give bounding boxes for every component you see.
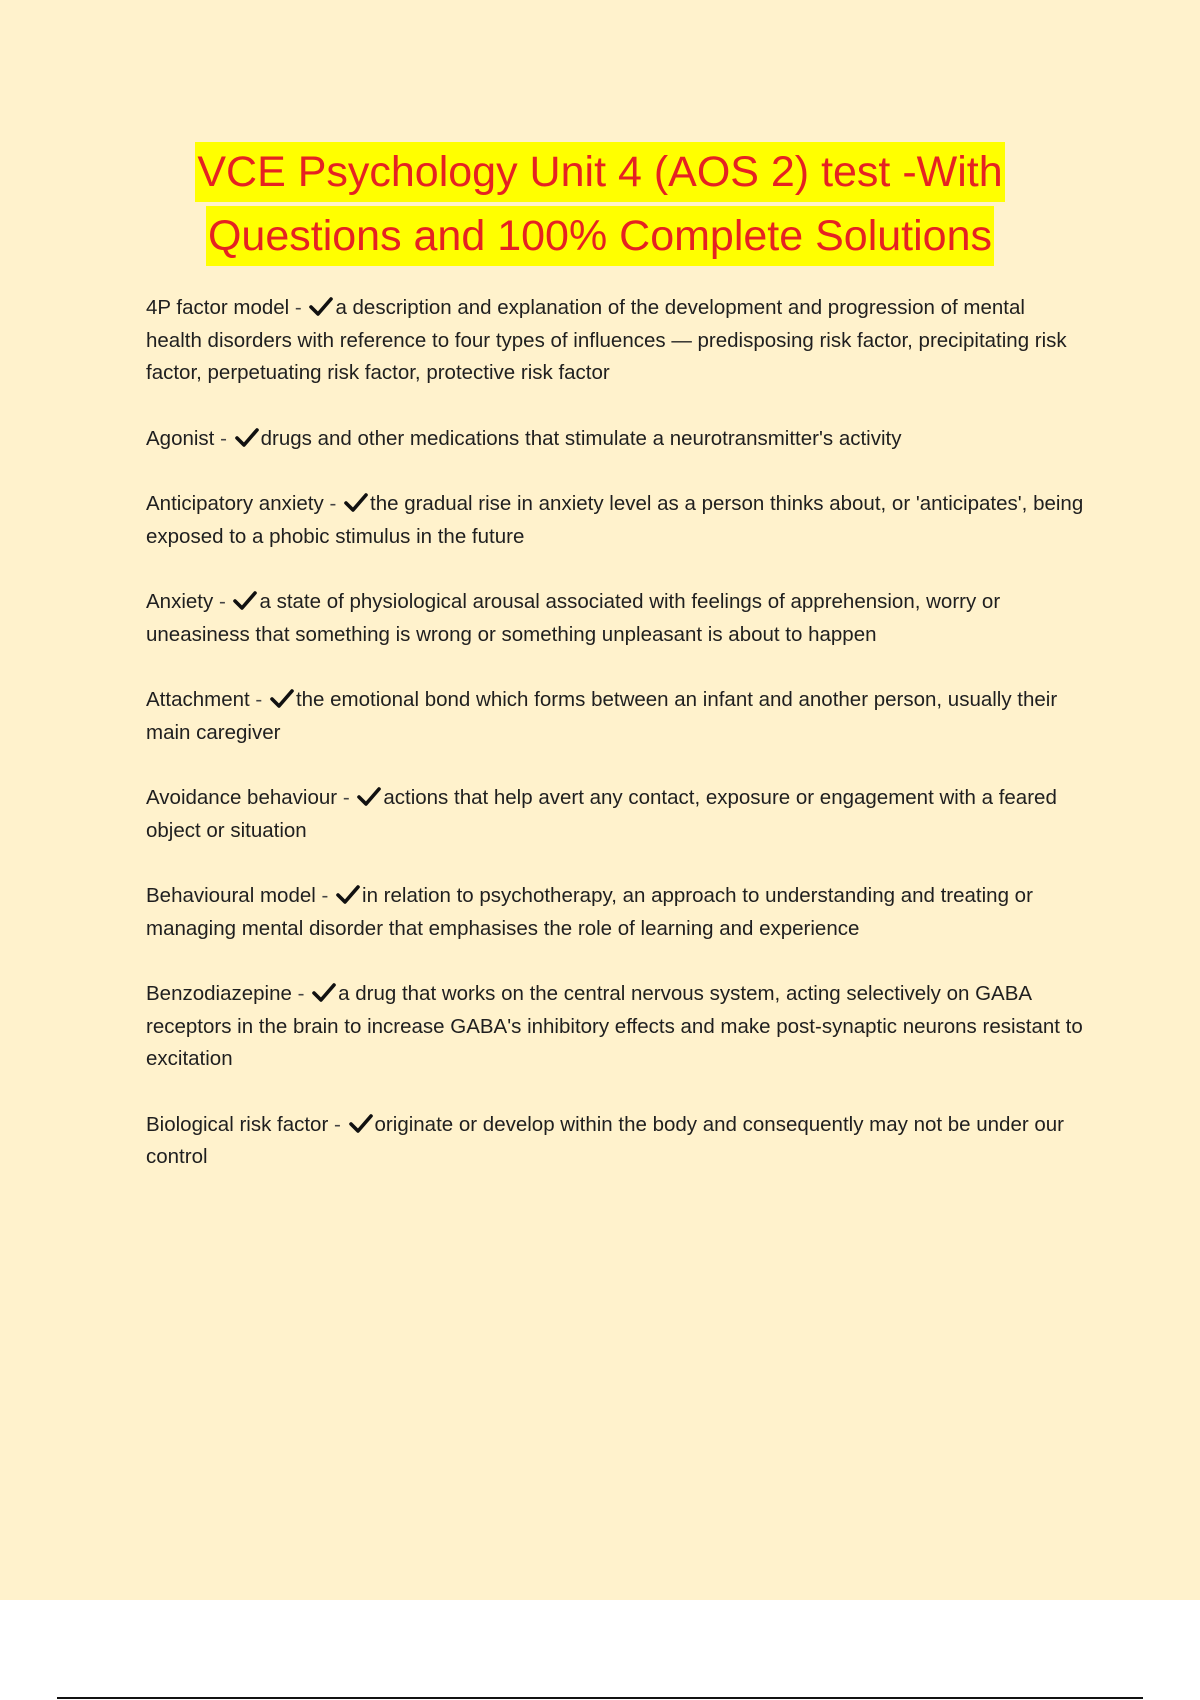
glossary-entry [146, 292, 1086, 390]
glossary-entry [146, 782, 1086, 847]
glossary-entry [146, 586, 1086, 651]
checkmark-icon [233, 590, 257, 610]
entry-term: Avoidance behaviour [146, 786, 338, 809]
document-title [0, 140, 1200, 268]
entry-term: Anticipatory anxiety [146, 492, 324, 515]
entry-term: Benzodiazepine [146, 982, 292, 1005]
entry-definition: in relation to psychotherapy, an approach to understanding and treating or managing mental disorder that emphasises the role of learning and experience [146, 884, 1033, 940]
entry-separator: - [220, 426, 227, 450]
entry-term: Agonist [146, 426, 215, 450]
entry-term: Biological risk factor [146, 1112, 329, 1136]
glossary-entry [146, 423, 1086, 456]
entry-definition: drugs and other medications that stimulate a neurotransmitter's activity [260, 426, 902, 450]
glossary-list [146, 292, 1086, 1174]
checkmark-icon [357, 786, 381, 806]
entry-definition: actions that help avert any contact, exposure or engagement with a feared object or situation [146, 786, 1057, 842]
entry-definition: the emotional bond which forms between an infant and another person, usually their main caregiver [146, 688, 1058, 744]
checkmark-icon [309, 296, 333, 316]
entry-separator: - [294, 296, 302, 319]
checkmark-icon [235, 427, 259, 447]
title-line-2: Questions and 100% Complete Solutions [206, 206, 994, 266]
entry-definition: the gradual rise in anxiety level as a person thinks about, or 'anticipates', being exposed to a phobic stimulus in the future [146, 492, 1084, 548]
entry-separator: - [329, 492, 337, 515]
checkmark-icon [270, 688, 294, 708]
entry-separator: - [255, 688, 263, 711]
checkmark-icon [349, 1113, 373, 1133]
checkmark-icon [312, 982, 336, 1002]
footer-divider [57, 1697, 1143, 1699]
entry-term: Anxiety [146, 590, 214, 613]
entry-definition: originate or develop within the body and consequently may not be under our control [146, 1112, 1065, 1168]
entry-term: Behavioural model [146, 884, 316, 907]
entry-term: Attachment [146, 688, 250, 711]
entry-definition: a description and explanation of the development and progression of mental health disorders with reference to four types of influences — predisposing risk factor, precipitating risk factor, perpetuating risk factor, protective risk factor [146, 296, 1067, 384]
glossary-entry [146, 1109, 1086, 1174]
entry-separator: - [342, 786, 350, 809]
entry-separator: - [321, 884, 329, 907]
glossary-entry [146, 880, 1086, 945]
entry-separator: - [218, 590, 226, 613]
entry-definition: a state of physiological arousal associated with feelings of apprehension, worry or uneasiness that something is wrong or something unpleasant is about to happen [146, 590, 1001, 646]
entry-separator: - [334, 1112, 341, 1136]
entry-separator: - [297, 982, 305, 1005]
checkmark-icon [336, 884, 360, 904]
glossary-entry [146, 684, 1086, 749]
entry-term: 4P factor model [146, 296, 290, 319]
glossary-entry [146, 978, 1086, 1076]
title-line-1: VCE Psychology Unit 4 (AOS 2) test -With [195, 142, 1004, 202]
entry-definition: a drug that works on the central nervous system, acting selectively on GABA receptors in the brain to increase GABA's inhibitory effects and make post-synaptic neurons resistant to excitation [146, 982, 1083, 1070]
glossary-entry [146, 488, 1086, 553]
checkmark-icon [344, 492, 368, 512]
